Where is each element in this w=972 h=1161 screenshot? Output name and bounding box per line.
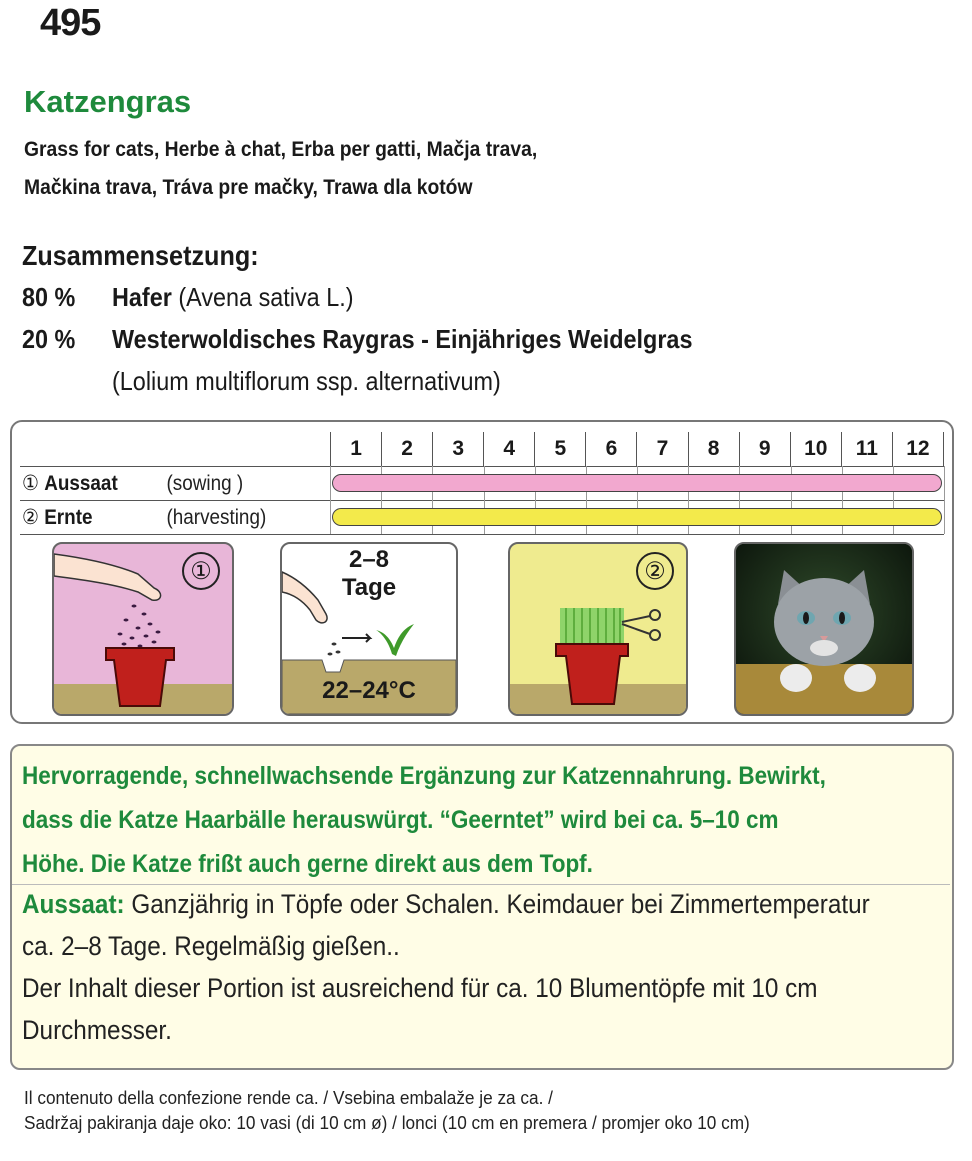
composition-item-oat [22, 282, 354, 313]
sowing-instructions-1 [22, 889, 870, 920]
composition-name: Hafer [112, 282, 172, 312]
hand-icon [54, 554, 161, 600]
harvest-translation: (harvesting) [166, 506, 267, 529]
grid-line [20, 500, 944, 501]
kitten-photo [734, 542, 914, 716]
month-label: 6 [585, 432, 636, 466]
composition-heading: Zusammensetzung: [22, 240, 259, 271]
content-line-1: Der Inhalt dieser Portion ist ausreichend für ca. 10 Blumentöpfe mit 10 cm [22, 973, 818, 1003]
grid-column-line [330, 466, 331, 534]
sowing-marker: ① [22, 472, 39, 495]
sowing-text: Ganzjährig in Töpfe oder Schalen. Keimdauer bei Zimmertemperatur [124, 889, 870, 919]
composition-item-ryegrass [22, 324, 692, 355]
month-label: 9 [739, 432, 790, 466]
footer-line-2: Sadržaj pakiranja daje oko: 10 vasi (di 10 cm ø) / lonci (10 cm en premera / promjer oko 10 cm) [24, 1112, 750, 1133]
sprout-icon [376, 624, 414, 656]
month-label: 7 [636, 432, 687, 466]
month-label: 5 [534, 432, 585, 466]
content-line-2: Durchmesser. [22, 1015, 172, 1045]
germination-temperature: 22–24°C [322, 677, 416, 704]
month-label: 3 [432, 432, 483, 466]
grid-column-line [944, 466, 945, 534]
description-highlight [22, 754, 855, 886]
footer-line-1: Il contenuto della confezione rende ca. / Vsebina embalaže je za ca. / [24, 1087, 553, 1108]
germination-unit: Tage [341, 574, 397, 601]
composition-percent: 80 % [22, 282, 76, 312]
highlight-line: dass die Katze Haarbälle herauswürgt. “Geerntet” wird bei ca. 5–10 cm [22, 806, 779, 834]
grid-line [20, 534, 944, 535]
highlight-line: Hervorragende, schnellwachsende Ergänzung zur Katzennahrung. Bewirkt, [22, 762, 826, 790]
row-sowing-label [22, 471, 243, 496]
germination-days: 2–8 [348, 546, 390, 573]
month-label: 10 [790, 432, 841, 466]
scissors-icon [622, 610, 660, 640]
arrow-right-icon [342, 634, 370, 642]
harvest-marker: ② [22, 506, 39, 529]
germination-illustration [280, 542, 458, 716]
row-harvest-label [22, 505, 266, 530]
month-label: 1 [330, 432, 381, 466]
month-label: 4 [483, 432, 534, 466]
composition-percent: 20 % [22, 324, 76, 354]
sowing-illustration [52, 542, 234, 716]
sowing-label: Aussaat [44, 472, 118, 495]
composition-latin: (Avena sativa L.) [178, 282, 354, 312]
seeds-icon [118, 605, 161, 648]
sowing-translation: (sowing ) [166, 472, 244, 495]
month-header [330, 432, 944, 466]
kitten-drawing [736, 544, 912, 714]
product-title: Katzengras [24, 84, 192, 119]
sowing-bar [332, 474, 942, 492]
seeds-icon [328, 643, 341, 656]
sowing-instructions-2: ca. 2–8 Tage. Regelmäßig gießen.. [22, 931, 400, 961]
highlight-line: Höhe. Die Katze frißt auch gerne direkt aus dem Topf. [22, 850, 593, 878]
sowing-label: Aussaat: [22, 889, 125, 919]
harvest-label: Ernte [44, 506, 93, 529]
composition-latin-2: (Lolium multiflorum ssp. alternativum) [112, 366, 501, 396]
grid-line [20, 466, 944, 467]
harvest-illustration [508, 542, 688, 716]
step-1-marker: ① [182, 552, 220, 590]
table-edge [736, 664, 912, 714]
month-label: 11 [841, 432, 892, 466]
month-label: 12 [892, 432, 944, 466]
translations-line-2: Mačkina trava, Tráva pre mačky, Trawa dla kotów [24, 176, 473, 199]
harvest-bar [332, 508, 942, 526]
month-label: 8 [688, 432, 739, 466]
product-number: 495 [40, 2, 101, 44]
step-2-marker: ② [636, 552, 674, 590]
composition-name: Westerwoldisches Raygras - Einjähriges Weidelgras [112, 324, 693, 354]
month-label: 2 [381, 432, 432, 466]
grass-icon [560, 608, 624, 646]
divider [12, 884, 950, 885]
translations-line-1: Grass for cats, Herbe à chat, Erba per gatti, Mačja trava, [24, 138, 538, 161]
